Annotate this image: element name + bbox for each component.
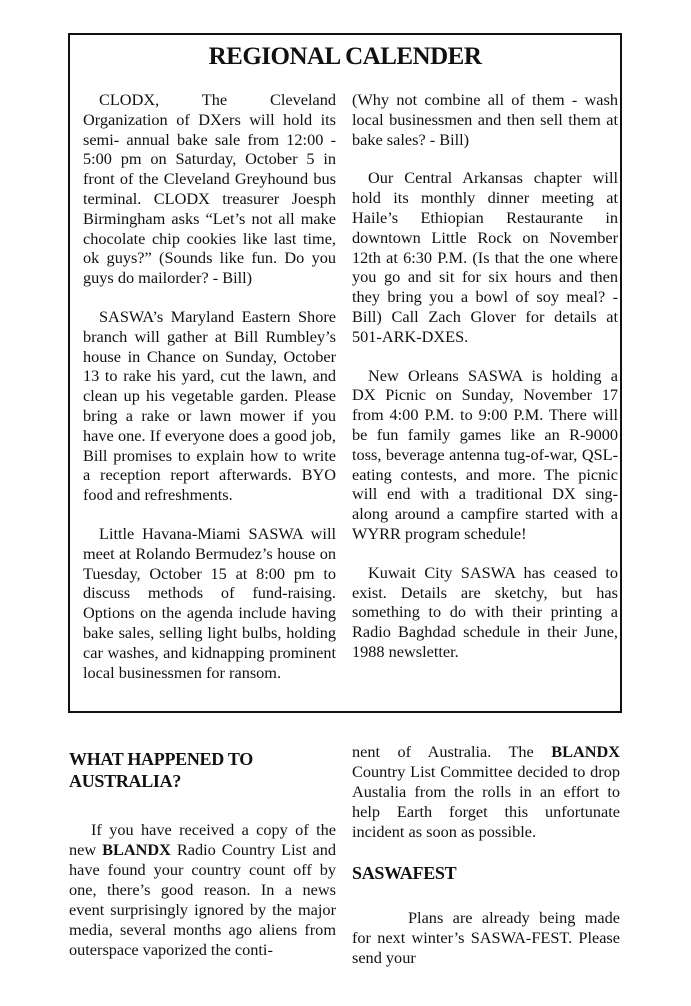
maryland-paragraph: SASWA’s Maryland Eastern Shore branch will gather at Bill Rumbley’s house in Chance on Sunday, October 13 to rake his yard, cut the lawn, and clean up his vegetable garden. Please bring a rake or lawn mower if you have one. If everyone does a good job, Bill promises to explain how to write a reception report afterwards. BYO food and refreshments. [83,306,336,505]
blandx-name: BLANDX [102,840,171,859]
calendar-right-column [352,90,618,681]
clodx-paragraph: CLODX, The Cleveland Organization of DXers will hold its semi- annual bake sale from 12:00 - 5:00 pm on Saturday, October 5 in front of the Cleveland Greyhound bus terminal. CLODX treasurer Joesph Birmingham asks “Let’s not all make chocolate chip cookies like last time, ok guys?” (Sounds like fun. Do you guys do mailorder? - Bill) [83,90,336,288]
calendar-title: REGIONAL CALENDER [208,43,482,70]
australia-cont-b: Country List Committee decided to drop Austalia from the rolls in an effort to help Earth forget this unfortunate incident as soon as possible. [352,762,620,841]
miami-paragraph: Little Havana-Miami SASWA will meet at Rolando Bermudez’s house on Tuesday, October 15 at 8:00 pm to discuss methods of fund-raising. Options on the agenda include having bake sales, selling light bulbs, holding car washes, and kidnapping prominent local businessmen for ransom. [83,523,336,682]
arkansas-paragraph: Our Central Arkansas chapter will hold its monthly dinner meeting at Haile’s Ethiopian Restaurante in downtown Little Rock on November 12th at 6:30 P.M. (Is that the one where you go and sit for six hours and then they bring you a bowl of soy meal? - Bill) Call Zach Glover for details at 501-ARK-DXES. [352,168,618,346]
australia-text-a: If you have received a copy of the new [69,820,336,859]
saswafest-heading: SASWAFEST [352,863,457,883]
blandx-name-2: BLANDX [551,742,620,761]
regional-calendar-box [68,33,622,713]
saswafest-paragraph: Plans are already being made for next winter’s SASWA-FEST. Please send your [352,908,620,967]
australia-cont-a: nent of Australia. The [352,742,552,761]
australia-article-right [352,742,620,968]
australia-text-b: Radio Country List and have found your country count off by one, there’s good reason. In a news event surprisingly ignored by the major media, several months ago aliens from outerspace vaporized the conti- [69,840,337,959]
kuwait-paragraph: Kuwait City SASWA has ceased to exist. Details are sketchy, but has something to do with their printing a Radio Baghdad schedule in their June, 1988 newsletter. [352,562,618,661]
australia-continuation [352,742,620,842]
australia-article-left [69,748,336,960]
australia-heading: WHAT HAPPENED TO AUSTRALIA? [69,749,253,791]
bill-comment-paragraph: (Why not combine all of them - wash local businessmen and then sell them at bake sales? - Bill) [352,90,618,149]
new-orleans-paragraph: New Orleans SASWA is holding a DX Picnic on Sunday, November 17 from 4:00 P.M. to 9:00 P.M. There will be fun family games like an R-9000 toss, beverage antenna tug-of-war, QSL-eating contests, and more. The picnic will end with a traditional DX sing-along around a campfire started with a WYRR program schedule! [352,365,618,543]
australia-paragraph [69,820,336,960]
calendar-left-column [83,90,336,701]
